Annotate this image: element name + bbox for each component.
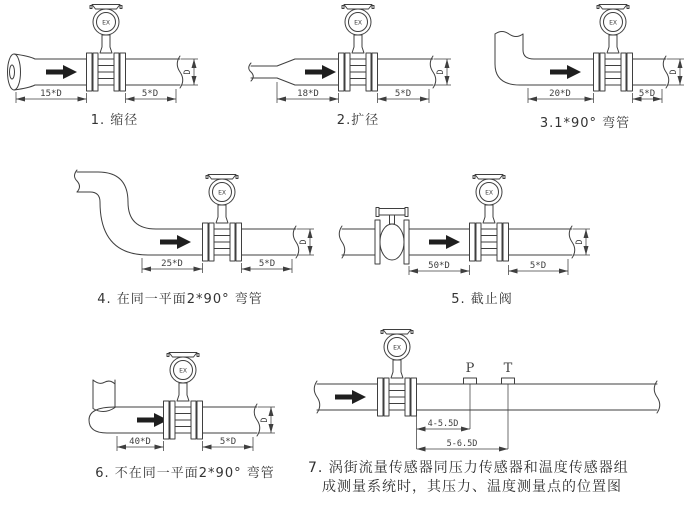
pipe-with-s-bend bbox=[75, 170, 299, 258]
downstream-dim-label: 5*D bbox=[638, 89, 656, 99]
pipe-break bbox=[569, 226, 575, 258]
pipe-break bbox=[495, 32, 523, 37]
temperature-distance-dimension bbox=[417, 439, 509, 449]
downstream-dim-label: 5*D bbox=[219, 437, 237, 447]
pipe-break bbox=[314, 381, 320, 413]
flow-arrow-icon bbox=[550, 65, 581, 79]
pipe-break bbox=[177, 56, 183, 88]
downstream-dimension bbox=[126, 89, 177, 103]
pipe-break bbox=[254, 404, 260, 436]
diagram-1-reducer bbox=[2, 6, 227, 108]
upstream-dimension bbox=[142, 258, 203, 273]
temperature-tap bbox=[502, 361, 515, 449]
diagram-4-double-elbow-same-plane bbox=[30, 158, 330, 288]
caption-1: 1. 缩径 bbox=[90, 113, 139, 128]
downstream-dim-label: 5*D bbox=[141, 89, 159, 99]
pipe-break bbox=[654, 381, 660, 413]
diagram-7-pressure-temperature-points bbox=[305, 328, 700, 460]
caption-2: 2.扩径 bbox=[336, 113, 380, 128]
diagram-6-double-elbow-different-plane bbox=[45, 328, 325, 460]
pressure-dim-label: 4-5.5D bbox=[427, 419, 459, 429]
diameter-dimension bbox=[258, 407, 275, 433]
flowmeter bbox=[378, 330, 417, 417]
flowmeter bbox=[339, 5, 378, 92]
valve-handle bbox=[377, 209, 407, 216]
diameter-label: D bbox=[183, 69, 193, 75]
flowmeter bbox=[203, 175, 242, 262]
downstream-dimension bbox=[203, 437, 254, 451]
flow-arrow-icon bbox=[160, 235, 191, 249]
valve-stem bbox=[390, 215, 395, 224]
pipe-break bbox=[93, 380, 115, 384]
diameter-dimension bbox=[434, 59, 451, 85]
pressure-point-label: P bbox=[465, 361, 475, 376]
pipe-break bbox=[339, 226, 345, 258]
upstream-dimension bbox=[117, 436, 164, 451]
diameter-dimension bbox=[297, 229, 314, 255]
diagram-3-single-elbow bbox=[470, 4, 700, 108]
downstream-dimension bbox=[242, 259, 293, 273]
flow-arrow-icon bbox=[335, 390, 366, 404]
upstream-dim-label: 50*D bbox=[428, 261, 450, 271]
diameter-dimension bbox=[573, 229, 590, 255]
flowmeter bbox=[594, 5, 633, 92]
pipe-break bbox=[75, 170, 80, 192]
temperature-dim-label: 5-6.5D bbox=[446, 439, 478, 449]
caption-6: 6. 不在同一平面2*90° 弯管 bbox=[95, 466, 275, 481]
caption-7 bbox=[308, 459, 629, 497]
downstream-dim-label: 5*D bbox=[394, 89, 412, 99]
upstream-dimension bbox=[409, 261, 470, 275]
caption-5: 5. 截止阀 bbox=[451, 292, 513, 307]
flowmeter bbox=[164, 353, 203, 440]
pipe bbox=[314, 381, 660, 413]
diagram-5-stop-valve bbox=[332, 158, 632, 288]
flow-arrow-icon bbox=[46, 65, 77, 79]
flow-arrow-icon bbox=[305, 65, 336, 79]
caption-7-line1: 7. 涡街流量传感器同压力传感器和温度传感器组 bbox=[308, 460, 629, 476]
diameter-dimension bbox=[667, 59, 684, 85]
caption-3: 3.1*90° 弯管 bbox=[539, 116, 631, 131]
caption-7-line2: 成测量系统时，其压力、温度测量点的位置图 bbox=[322, 479, 622, 495]
diameter-dimension bbox=[181, 59, 198, 85]
upstream-dimension bbox=[528, 88, 594, 103]
diameter-label: D bbox=[260, 417, 270, 423]
flowmeter bbox=[470, 175, 509, 262]
diagram-2-expander bbox=[243, 6, 473, 108]
downstream-dim-label: 5*D bbox=[529, 261, 547, 271]
downstream-dim-label: 5*D bbox=[258, 259, 276, 269]
flowmeter bbox=[87, 5, 126, 92]
flow-arrow-icon bbox=[429, 235, 460, 249]
diameter-label: D bbox=[299, 239, 309, 245]
diameter-label: D bbox=[436, 69, 446, 75]
stop-valve bbox=[375, 208, 409, 265]
diameter-label: D bbox=[669, 69, 679, 75]
diameter-label: D bbox=[575, 239, 585, 245]
pipe-break bbox=[430, 56, 436, 88]
temperature-point-label: T bbox=[503, 361, 513, 376]
upstream-dim-label: 18*D bbox=[297, 89, 319, 99]
caption-4: 4. 在同一平面2*90° 弯管 bbox=[97, 292, 263, 307]
pipe-break bbox=[663, 56, 669, 88]
downstream-dimension bbox=[509, 259, 569, 275]
pipe-with-elbow bbox=[495, 32, 669, 89]
pipe-break bbox=[293, 226, 299, 258]
downstream-dimension bbox=[378, 89, 430, 103]
upstream-dimension bbox=[16, 89, 87, 103]
upstream-dim-label: 25*D bbox=[161, 259, 183, 269]
upstream-dim-label: 40*D bbox=[129, 437, 151, 447]
upstream-dim-label: 15*D bbox=[40, 89, 62, 99]
upstream-dim-label: 20*D bbox=[549, 89, 571, 99]
downstream-dimension bbox=[633, 89, 663, 103]
pressure-tap bbox=[464, 361, 477, 429]
